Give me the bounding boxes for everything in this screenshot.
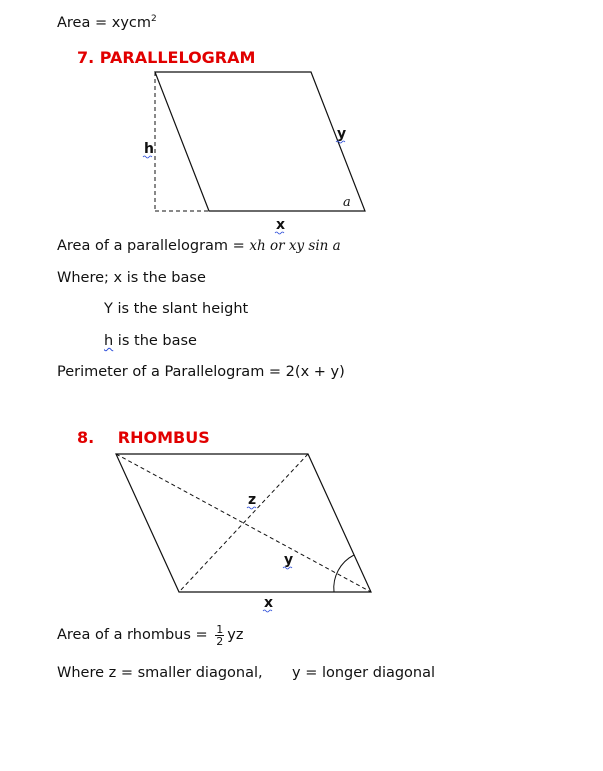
parallelogram-h-line: [104, 333, 197, 349]
rhombus-label-x: x: [264, 595, 274, 611]
parallelogram-area-line: [57, 238, 341, 254]
parallelogram-diagram: [143, 72, 365, 234]
rhombus-where-left: Where z = smaller diagonal,: [57, 665, 263, 681]
rhombus-label-z: z: [248, 492, 257, 508]
parallelogram-slant-line: Y is the slant height: [104, 301, 249, 317]
area-xy-exponent: 2: [151, 14, 157, 24]
rhombus-label-y: y: [284, 552, 294, 568]
rhombus-fraction-numerator: 1: [216, 622, 224, 636]
rhombus-heading: [77, 428, 210, 447]
parallelogram-shape: [155, 72, 365, 211]
parallelogram-where-line: Where; x is the base: [57, 270, 206, 286]
rhombus-heading-number: 8.: [77, 428, 95, 447]
rhombus-where-right: y = longer diagonal: [292, 665, 436, 681]
parallelogram-heading: 7. PARALLELOGRAM: [77, 48, 256, 67]
parallelogram-h-rest: is the base: [113, 333, 197, 349]
parallelogram-label-alpha: a: [343, 195, 351, 210]
parallelogram-label-y: y: [337, 126, 347, 142]
rhombus-area-line: [57, 620, 243, 650]
rhombus-heading-title: RHOMBUS: [117, 428, 210, 447]
parallelogram-area-label: Area of a parallelogram =: [57, 238, 250, 254]
rhombus-angle-arc: [334, 555, 354, 592]
parallelogram-h-letter: h: [104, 333, 114, 349]
parallelogram-label-h: h: [144, 141, 154, 157]
parallelogram-perimeter-line: Perimeter of a Parallelogram = 2(x + y): [57, 364, 345, 380]
rhombus-fraction-denominator: 2: [216, 634, 224, 648]
rhombus-short-diagonal: [179, 454, 308, 592]
rhombus-area-tail: yz: [227, 627, 244, 643]
parallelogram-area-formula: xh or xy sin a: [249, 238, 341, 254]
parallelogram-label-x: x: [276, 217, 286, 233]
rhombus-diagram: [116, 454, 371, 612]
rhombus-area-label: Area of a rhombus =: [57, 627, 213, 643]
area-xy-text: Area = xycm: [57, 14, 151, 31]
rhombus-area-fraction: [215, 624, 224, 647]
